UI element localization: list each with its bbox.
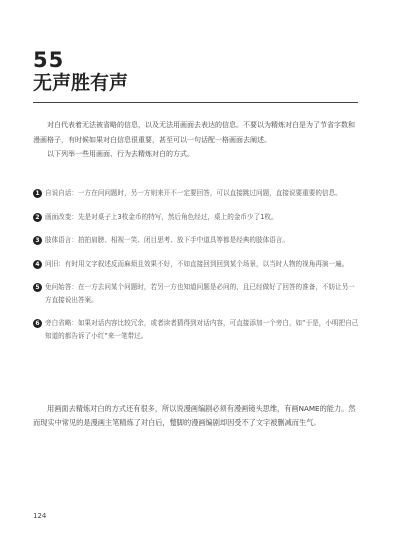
list-item <box>33 258 360 271</box>
chapter-number: 55 <box>33 48 65 72</box>
outro-section <box>33 402 360 430</box>
method-list <box>33 187 360 353</box>
number-badge: 3 <box>33 236 42 245</box>
list-item <box>33 317 360 342</box>
list-item-text: 自说自话：一方在问问题时，另一方则来开不一定要回答，可以直接跳过问题，直接说要重要的信息。 <box>45 189 342 197</box>
number-badge: 2 <box>33 213 42 222</box>
list-item-text: 画面改变：先是对桌子上3枚金币的特写，然后角色经过，桌上的金币少了1枚。 <box>45 212 278 221</box>
number-badge: 1 <box>33 189 42 198</box>
list-item-text: 肢体语言：拍拍肩膀、相视一笑、闭目思考、放下手中道具等都是经典的肢体语言。 <box>45 236 289 244</box>
chapter-title: 无声胜有声 <box>33 72 129 94</box>
number-badge: 6 <box>33 319 42 328</box>
list-item-text: 旁白省略：如果对话内容比较冗余，或者读者猜得到对话内容，可直接添加一个旁白，如“于是，小明把自己知道的都告诉了小红”来一笔带过。 <box>45 319 359 340</box>
list-item <box>33 211 360 224</box>
list-item-text: 问旧：有时用文字叙述反而麻烦且效果不好，不如直接回到回到某个场景，以当时人物的视角再演一遍。 <box>45 259 349 268</box>
page-number: 124 <box>33 512 47 520</box>
title-divider <box>33 102 358 103</box>
outro-paragraph: 用画面去精炼对白的方式还有很多，所以说漫画编剧必须有漫画镜头思维，有画NAME的能力。然而现实中常见的是漫画主笔精炼了对白后，蹩脚的漫画编剧却因受不了文字被删减而生气。 <box>33 404 356 427</box>
number-badge: 4 <box>33 260 42 269</box>
intro-section <box>33 118 360 162</box>
list-item-text: 免问始答：在一方去问某个问题时，若另一方也知道问题是必问的，且已经做好了回答的准备，不妨让另一方直接说出答案。 <box>45 283 355 304</box>
intro-lead-paragraph: 以下列举一些用画面、行为去精炼对白的方式。 <box>47 150 194 158</box>
list-item <box>33 281 360 306</box>
intro-paragraph: 对白代表着无法被省略的信息，以及无法用画面去表达的信息。不要以为精炼对白是为了节省字数和漫画格子，有时候如果对白信息很重要，甚至可以一句话配一格画面去阐述。 <box>33 121 355 144</box>
list-item <box>33 187 360 200</box>
list-item <box>33 234 360 247</box>
number-badge: 5 <box>33 283 42 292</box>
